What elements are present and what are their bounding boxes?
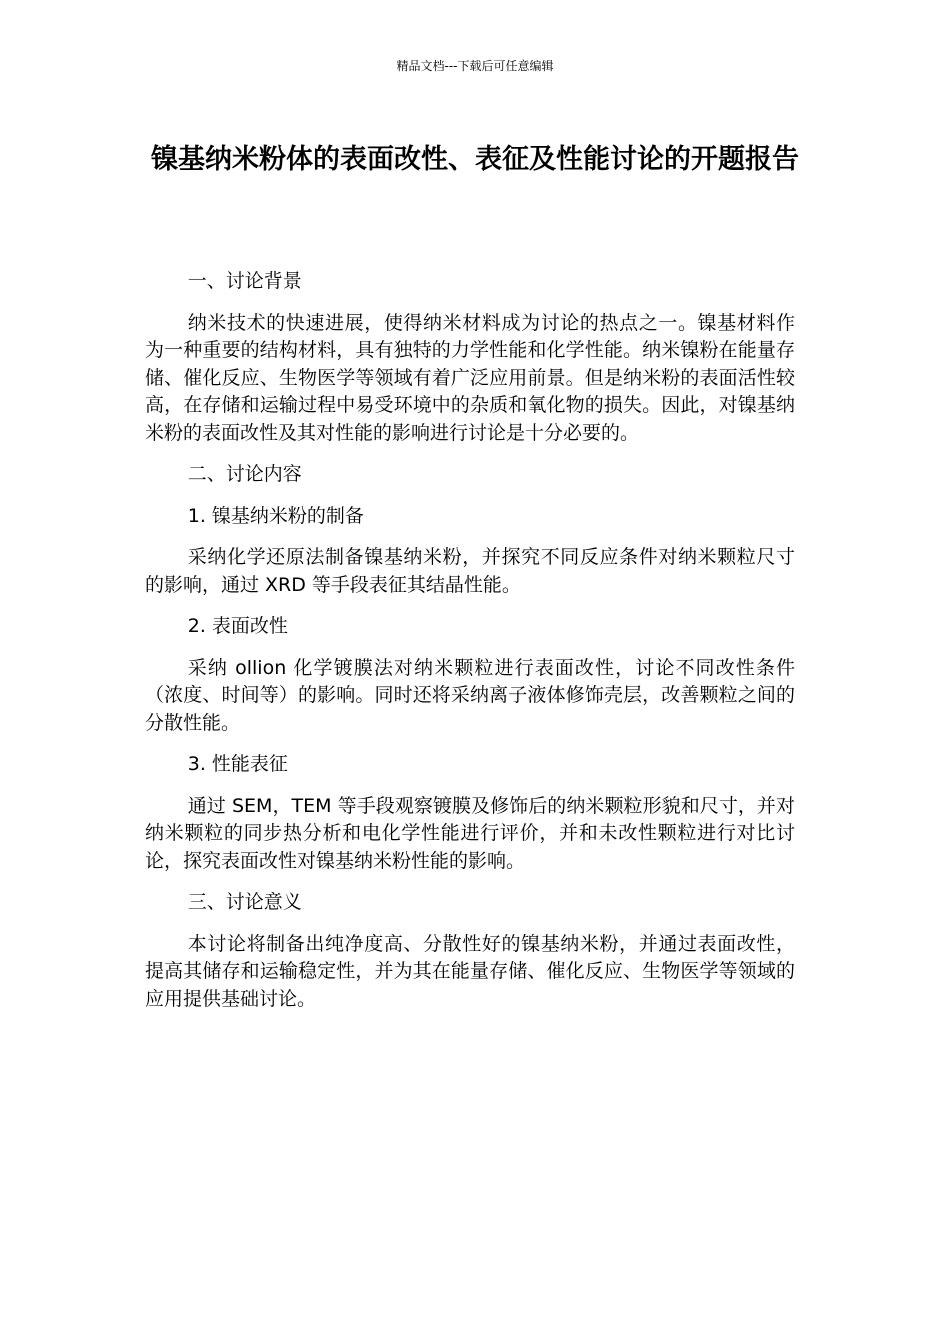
section-heading-significance: 三、讨论意义 bbox=[187, 891, 302, 913]
header-note: 精品文档---下载后可任意编辑 bbox=[396, 59, 554, 73]
document-title: 镍基纳米粉体的表面改性、表征及性能讨论的开题报告 bbox=[151, 144, 799, 175]
subheading-surface-modification: 2. 表面改性 bbox=[187, 615, 288, 637]
document-body bbox=[145, 268, 795, 1027]
section-heading-content: 二、讨论内容 bbox=[187, 463, 302, 485]
subheading-preparation: 1. 镍基纳米粉的制备 bbox=[187, 504, 364, 527]
subheading-characterization: 3. 性能表征 bbox=[187, 753, 288, 775]
paragraph-characterization: 通过 SEM，TEM 等手段观察镀膜及修饰后的纳米颗粒形貌和尺寸，并对纳米颗粒的同步热分析和电化学性能进行评价，并和未改性颗粒进行对比讨论，探究表面改性对镍基纳米粉性能的影响。 bbox=[145, 794, 795, 872]
paragraph-significance: 本讨论将制备出纯净度高、分散性好的镍基纳米粉，并通过表面改性，提高其储存和运输稳定性，并为其在能量存储、催化反应、生物医学等领域的应用提供基础讨论。 bbox=[145, 932, 795, 1010]
section-heading-background: 一、讨论背景 bbox=[187, 270, 302, 292]
paragraph-surface-modification: 采纳 ollion 化学镀膜法对纳米颗粒进行表面改性，讨论不同改性条件（浓度、时间等）的影响。同时还将采纳离子液体修饰壳层，改善颗粒之间的分散性能。 bbox=[145, 656, 795, 734]
paragraph-preparation: 采纳化学还原法制备镍基纳米粉，并探究不同反应条件对纳米颗粒尺寸的影响，通过 XRD 等手段表征其结晶性能。 bbox=[145, 546, 795, 596]
paragraph-background: 纳米技术的快速进展，使得纳米材料成为讨论的热点之一。镍基材料作为一种重要的结构材料，具有独特的力学性能和化学性能。纳米镍粉在能量存储、催化反应、生物医学等领域有着广泛应用前景。但是纳米粉的表面活性较高，在存储和运输过程中易受环境中的杂质和氧化物的损失。因此，对镍基纳米粉的表面改性及其对性能的影响进行讨论是十分必要的。 bbox=[145, 311, 795, 444]
